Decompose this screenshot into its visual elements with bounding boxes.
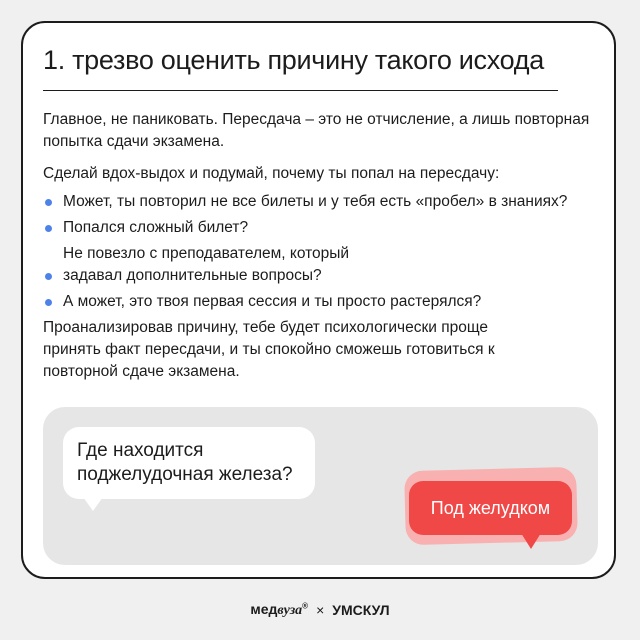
bullet-dot-icon: [45, 299, 52, 306]
bullet-dot-icon: [45, 273, 52, 280]
list-item-text: Может, ты повторил не все билеты и у тебя есть «пробел» в знаниях?: [63, 193, 568, 210]
list-item-text: Попался сложный билет?: [63, 219, 249, 236]
reason-list: [43, 191, 603, 317]
answer-bubble-tail: [521, 533, 541, 549]
cross-separator-icon: ×: [316, 602, 325, 618]
title-underline: [43, 90, 558, 91]
intro-paragraph: Главное, не паниковать. Пересдача – это не отчисление, а лишь повторная попытка сдачи экзамена.: [43, 111, 590, 150]
medvuza-logo-italic: вуза: [277, 603, 303, 618]
footer-brands: [0, 598, 640, 622]
medvuza-logo-plain: мед: [250, 601, 278, 617]
conclusion-paragraph: Проанализировав причину, тебе будет психологически проще принять факт пересдачи, и ты спокойно сможешь готовиться к повторной сдаче экзамена.: [43, 319, 495, 380]
list-item: [43, 191, 603, 213]
chat-illustration: [43, 407, 598, 565]
list-item: [43, 217, 603, 239]
slide-title: 1. трезво оценить причину такого исхода: [43, 45, 544, 75]
list-item-text: А может, это твоя первая сессия и ты просто растерялся?: [63, 293, 482, 310]
bullet-dot-icon: [45, 225, 52, 232]
answer-bubble: Под желудком: [409, 481, 572, 535]
bullet-dot-icon: [45, 199, 52, 206]
question-bubble: Где находится поджелудочная железа?: [63, 427, 315, 499]
list-item-text: Не повезло с преподавателем, который задавал дополнительные вопросы?: [63, 245, 350, 284]
medvuza-logo: [250, 601, 308, 619]
content-card: [21, 21, 616, 579]
umskul-logo: УМСКУЛ: [332, 602, 390, 618]
question-bubble-tail: [83, 497, 103, 511]
list-item: [43, 291, 603, 313]
list-item: [43, 243, 603, 287]
question-paragraph: Сделай вдох-выдох и подумай, почему ты попал на пересдачу:: [43, 165, 500, 182]
registered-mark: ®: [302, 601, 309, 611]
